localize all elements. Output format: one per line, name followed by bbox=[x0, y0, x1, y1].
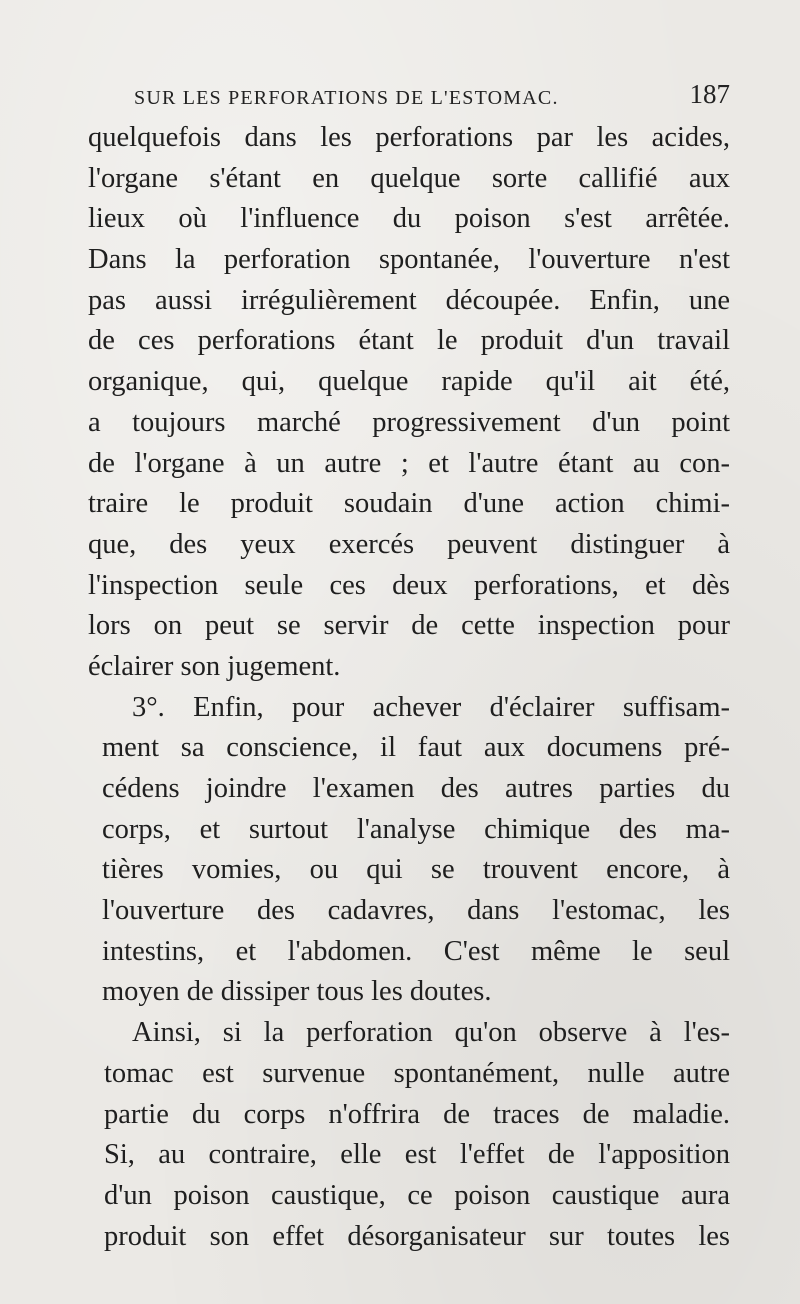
text-line: cédens joindre l'examen des autres parties du bbox=[102, 773, 730, 804]
text-line: éclairer son jugement. bbox=[88, 650, 341, 682]
text-line: pas aussi irrégulièrement découpée. Enfin, une bbox=[88, 284, 730, 316]
text-line: l'ouverture des cadavres, dans l'estomac, les bbox=[102, 895, 730, 927]
text-line: partie du corps n'offrira de traces de maladie. bbox=[104, 1098, 730, 1130]
text-line: l'inspection seule ces deux perforations, et dès bbox=[88, 569, 730, 601]
text-line: ment sa conscience, il faut aux documens pré- bbox=[102, 732, 730, 764]
text-line: quelquefois dans les perforations par les acides, bbox=[88, 122, 730, 153]
text-line: 3°. Enfin, pour achever d'éclairer suffisam- bbox=[132, 691, 730, 723]
text-line: lieux où l'influence du poison s'est arrêtée. bbox=[88, 203, 730, 235]
text-line: tières vomies, ou qui se trouvent encore, à bbox=[102, 854, 730, 886]
text-line: lors on peut se servir de cette inspection pour bbox=[88, 610, 730, 642]
text-line: d'un poison caustique, ce poison caustique aura bbox=[104, 1179, 730, 1211]
body-text bbox=[88, 118, 730, 1257]
text-line: l'organe s'étant en quelque sorte callifié aux bbox=[88, 162, 730, 194]
text-line: tomac est survenue spontanément, nulle autre bbox=[104, 1057, 730, 1089]
text-line: de l'organe à un autre ; et l'autre étant au con- bbox=[88, 447, 730, 479]
text-line: moyen de dissiper tous les doutes. bbox=[102, 976, 492, 1008]
text-line: Ainsi, si la perforation qu'on observe à l'es- bbox=[132, 1017, 730, 1049]
text-line: corps, et surtout l'analyse chimique des ma- bbox=[102, 813, 730, 845]
text-line: Dans la perforation spontanée, l'ouverture n'est bbox=[88, 244, 730, 276]
text-line: organique, qui, quelque rapide qu'il ait été, bbox=[88, 366, 730, 398]
running-title: SUR LES PERFORATIONS DE L'ESTOMAC. bbox=[134, 87, 559, 109]
text-line: intestins, et l'abdomen. C'est même le seul bbox=[102, 935, 730, 967]
text-line: a toujours marché progressivement d'un point bbox=[88, 406, 730, 438]
text-line: Si, au contraire, elle est l'effet de l'apposition bbox=[104, 1139, 730, 1171]
page-header bbox=[134, 74, 730, 110]
text-line: produit son effet désorganisateur sur toutes les bbox=[104, 1220, 730, 1252]
text-line: de ces perforations étant le produit d'un travail bbox=[88, 325, 730, 357]
text-line: que, des yeux exercés peuvent distinguer à bbox=[88, 528, 730, 560]
text-line: traire le produit soudain d'une action chimi- bbox=[88, 488, 730, 520]
page-number: 187 bbox=[689, 79, 730, 109]
